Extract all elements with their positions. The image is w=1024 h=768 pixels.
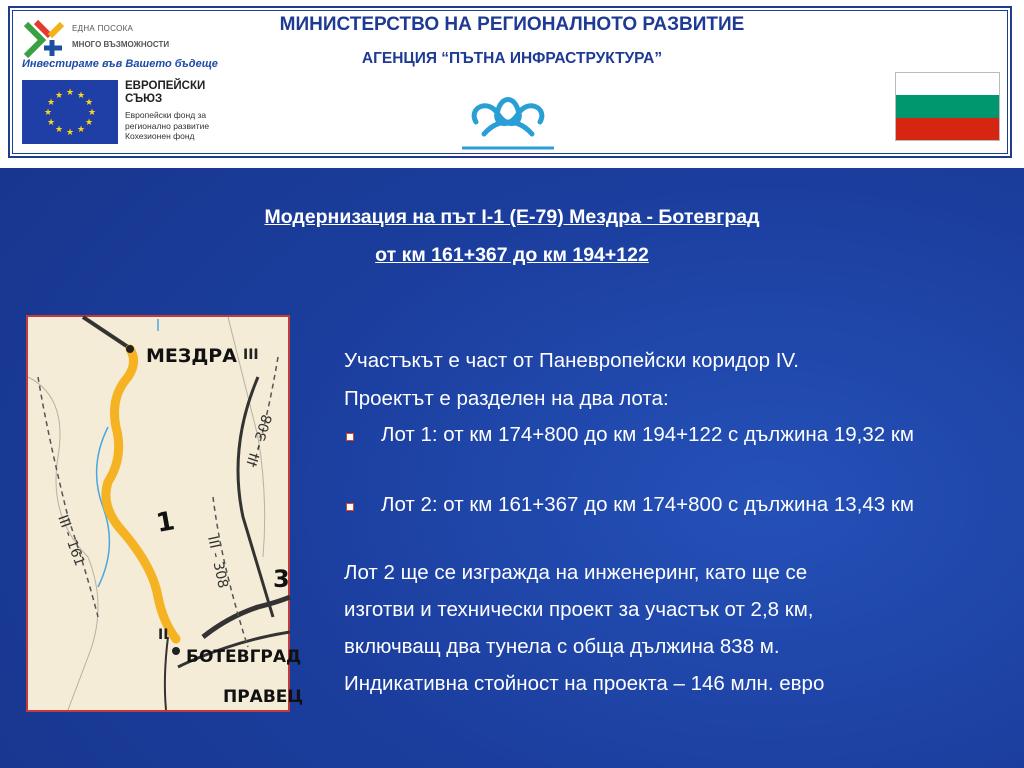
svg-text:★: ★ — [54, 125, 64, 135]
paragraph-lots-intro: Проектът е разделен на два лота: — [344, 387, 669, 410]
paragraph-corridor: Участъкът е част от Паневропейски коридор IV. — [344, 349, 799, 372]
svg-text:★: ★ — [43, 108, 53, 118]
agency-title: АГЕНЦИЯ “ПЪТНА ИНФРАСТРУКТУРА” — [361, 50, 663, 67]
route-map — [26, 315, 304, 712]
lot-mark-2: II — [158, 627, 169, 643]
svg-text:★: ★ — [84, 98, 94, 108]
svg-text:★: ★ — [65, 88, 75, 98]
botevgrad-dot — [172, 647, 180, 655]
svg-text:★: ★ — [76, 91, 86, 101]
map-label-pravets: ПРАВЕЦ — [223, 687, 304, 707]
road-number-1: 1 — [154, 506, 178, 539]
logo-line-1: ЕДНА ПОСОКА — [72, 24, 134, 33]
lot-mark-3: III — [243, 347, 259, 363]
road-number-3: 3 — [273, 565, 290, 593]
invest-tagline: Инвестираме във Вашето бъдеще — [22, 58, 218, 70]
bulgarian-flag-icon — [895, 72, 1000, 141]
eu-flag-icon — [22, 80, 118, 144]
project-subtitle: от км 161+367 до км 194+122 — [375, 244, 649, 266]
svg-text:★: ★ — [54, 91, 64, 101]
bullet-square-icon — [346, 433, 354, 441]
project-title: Модернизация на път І-1 (Е-79) Мездра - Ботевград — [264, 206, 760, 228]
svg-text:★: ★ — [84, 118, 94, 128]
paragraph-cost: Индикативна стойност на проекта – 146 млн. евро — [344, 672, 825, 695]
ministry-title: МИНИСТЕРСТВО НА РЕГИОНАЛНОТО РАЗВИТИЕ — [279, 14, 745, 35]
paragraph-design: изготви и технически проект за участък от 2,8 км, — [344, 598, 814, 621]
svg-text:★: ★ — [76, 125, 86, 135]
svg-text:★: ★ — [65, 128, 75, 138]
svg-text:★: ★ — [46, 118, 56, 128]
paragraph-tunnels: включващ два тунела с обща дължина 838 м. — [344, 635, 780, 658]
road-label-161: III - 161 — [54, 512, 88, 569]
list-item-text: Лот 2: от км 161+367 до км 174+800 с дължина 13,43 км — [381, 493, 914, 516]
road-label-308-b: III - 308 — [244, 412, 277, 469]
paragraph-engineering: Лот 2 ще се изгражда на инженеринг, като ще се — [344, 561, 808, 584]
highlighted-route — [106, 349, 176, 639]
mezdra-dot — [126, 345, 134, 353]
map-label-mezdra: МЕЗДРА — [146, 345, 237, 367]
map-label-botevgrad: БОТЕВГРАД — [186, 647, 302, 667]
eu-logo-block — [22, 78, 232, 148]
road-label-308: III - 308 — [204, 534, 231, 590]
header-panel — [0, 0, 1024, 168]
bullet-square-icon — [346, 503, 354, 511]
road-agency-logo-icon — [458, 88, 558, 150]
logo-line-2: МНОГО ВЪЗМОЖНОСТИ — [72, 40, 170, 49]
svg-text:★: ★ — [87, 108, 97, 118]
list-item-text: Лот 1: от км 174+800 до км 194+122 с дължина 19,32 км — [381, 423, 914, 446]
eu-title: ЕВРОПЕЙСКИ СЪЮЗ — [125, 80, 206, 105]
route-map-drawing — [28, 317, 304, 710]
svg-text:★: ★ — [46, 98, 56, 108]
eu-fund-text: Европейски фонд за регионално развитие Кохезионен фонд — [125, 110, 210, 141]
